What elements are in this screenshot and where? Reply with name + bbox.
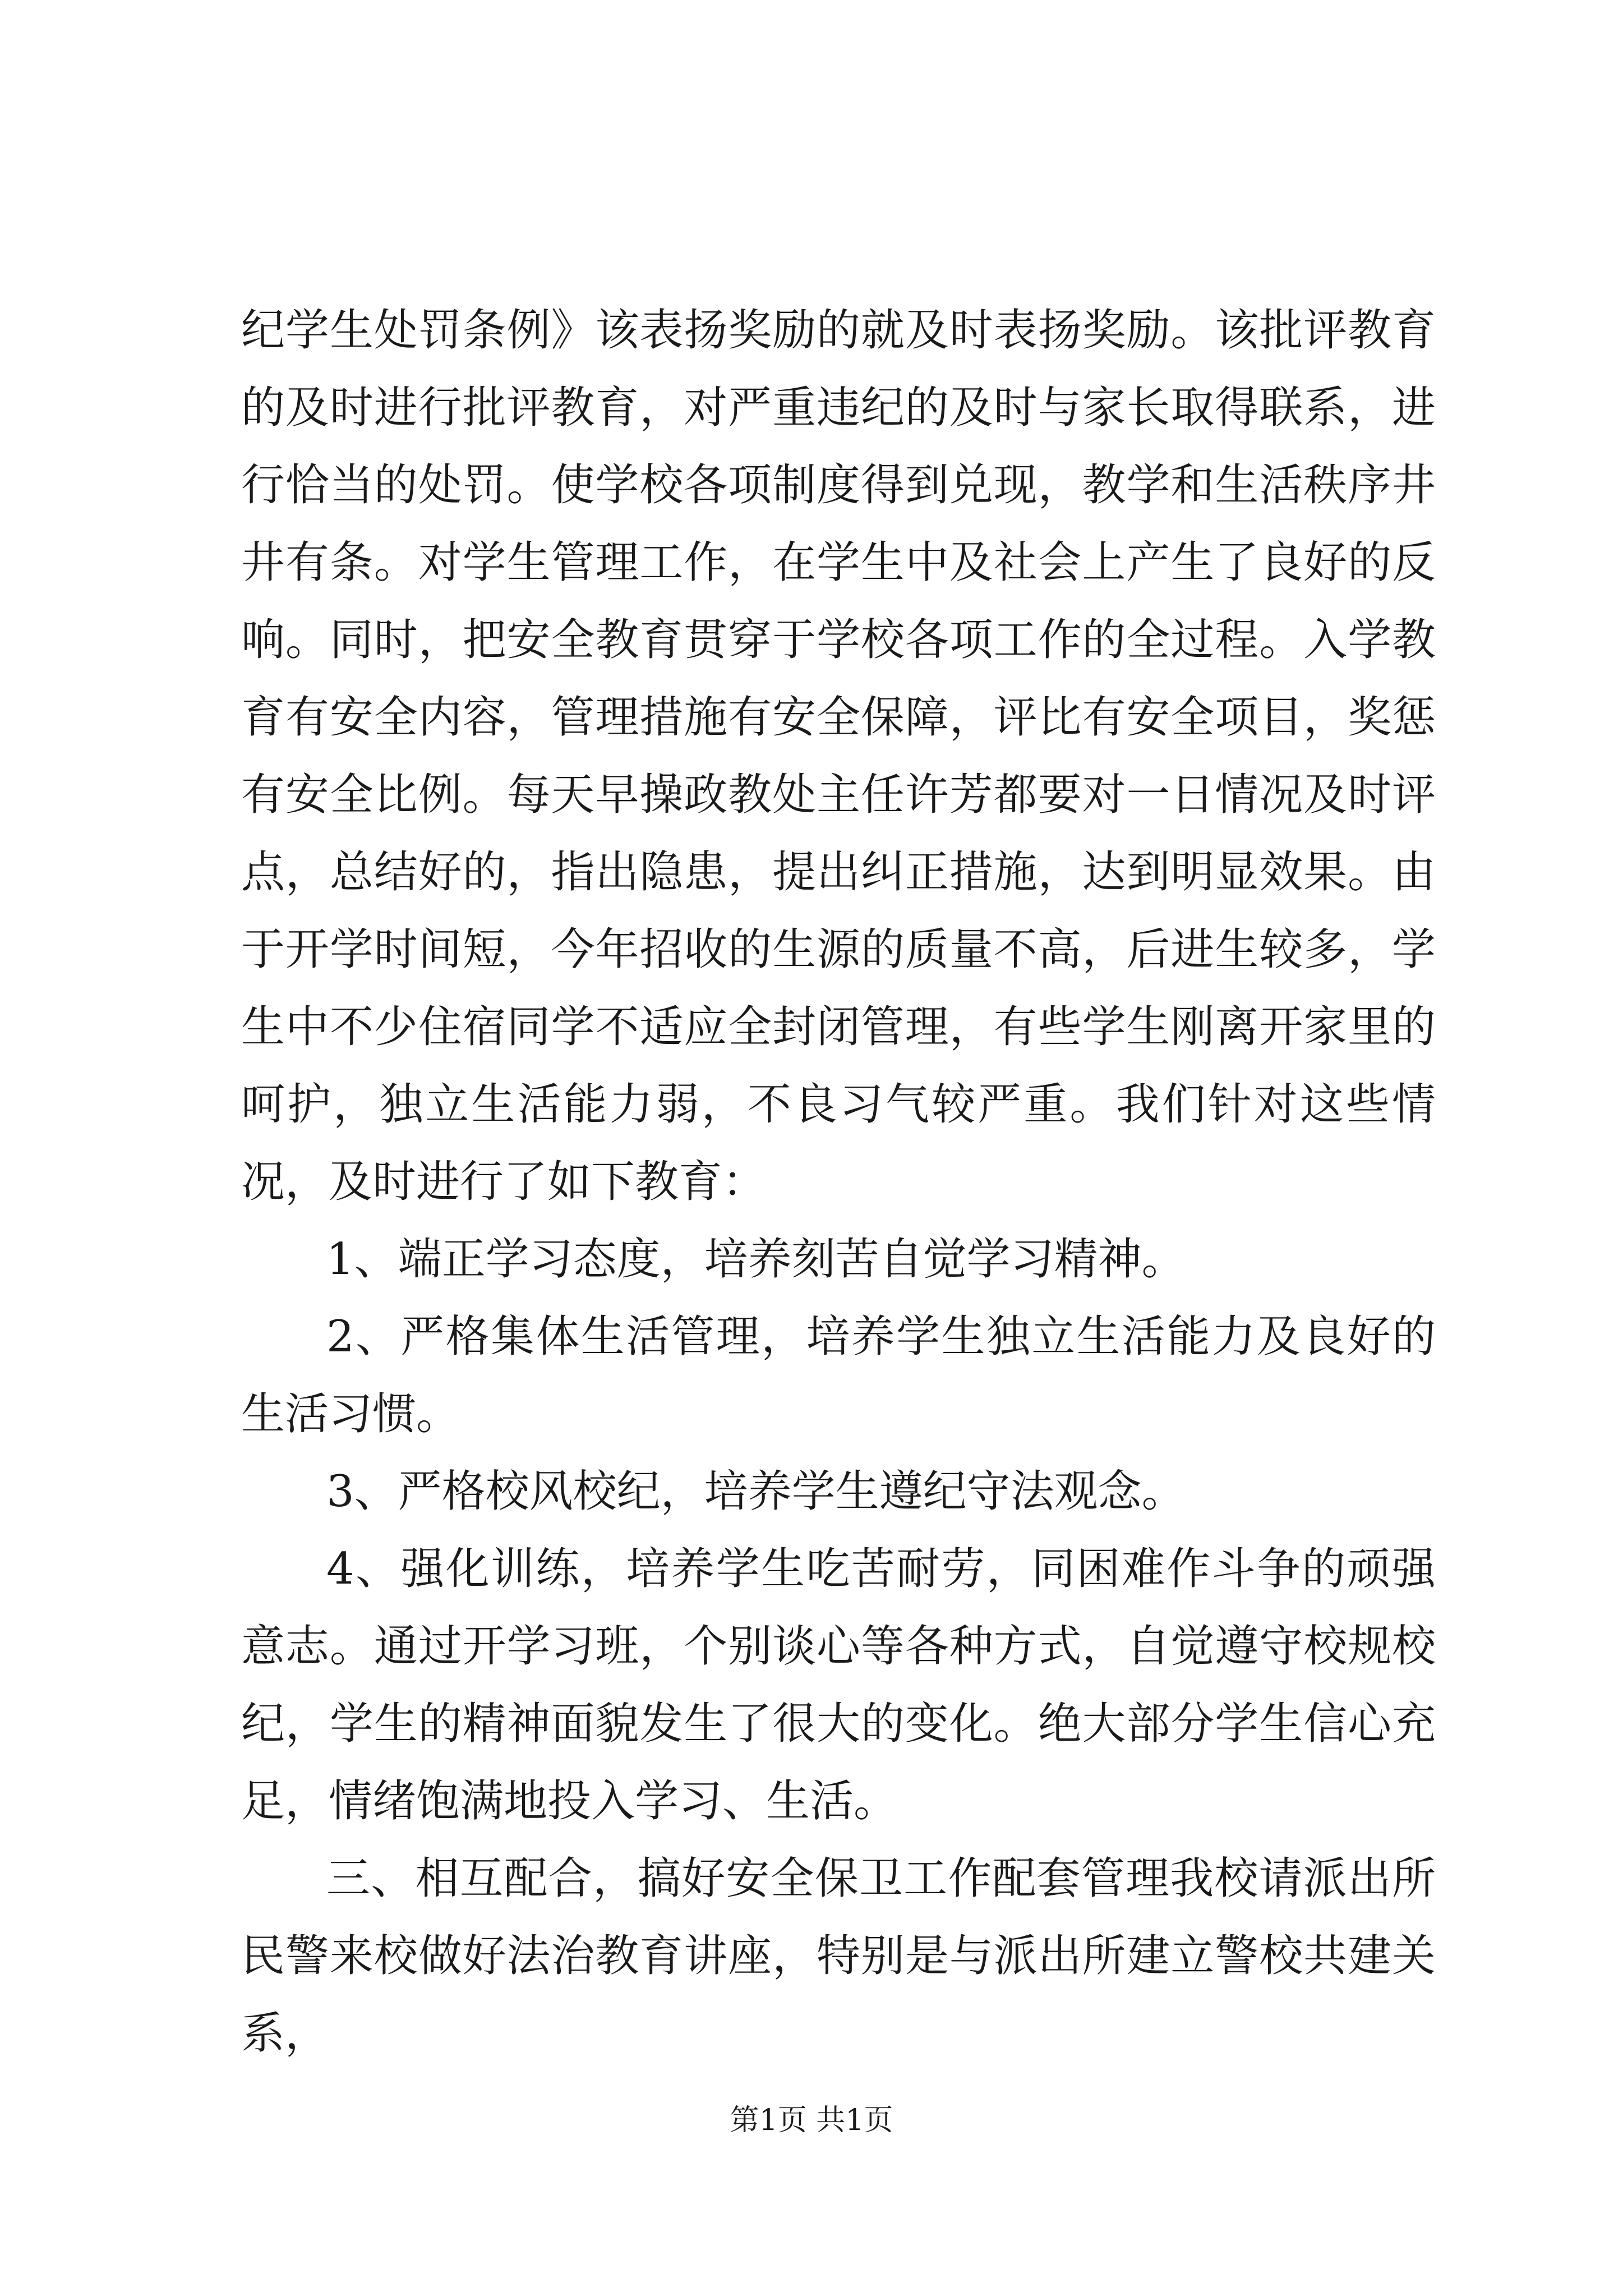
paragraph-continuation: 纪学生处罚条例》该表扬奖励的就及时表扬奖励。该批评教育的及时进行批评教育，对严重违纪的及时与家长取得联系，进行恰当的处罚。使学校各项制度得到兑现，教学和生活秩序井井有条。对学生管理工作，在学生中及社会上产生了良好的反响。同时，把安全教育贯穿于学校各项工作的全过程。入学教育有安全内容，管理措施有安全保障，评比有安全项目，奖惩有安全比例。每天早操政教处主任许芳都要对一日情况及时评点，总结好的，指出隐患，提出纠正措施，达到明显效果。由于开学时间短，今年招收的生源的质量不高，后进生较多，学生中不少住宿同学不适应全封闭管理，有些学生刚离开家里的呵护，独立生活能力弱，不良习气较严重。我们针对这些情况，及时进行了如下教育：: [241, 305, 1436, 1207]
section-three-paragraph: 三、相互配合，搞好安全保卫工作配套管理我校请派出所民警来校做好法治教育讲座，特别是与派出所建立警校共建关系，: [241, 1853, 1436, 2059]
list-item-4: 4、强化训练，培养学生吃苦耐劳，同困难作斗争的顽强意志。通过开学习班，个别谈心等各种方式，自觉遵守校规校纪，学生的精神面貌发生了很大的变化。绝大部分学生信心充足，情绪饱满地投入学习、生活。: [241, 1544, 1436, 1826]
page-footer: 第1页 共1页: [730, 2104, 893, 2137]
list-item-1: 1、端正学习态度，培养刻苦自觉学习精神。: [326, 1234, 1186, 1285]
list-item-3: 3、严格校风校纪，培养学生遵纪守法观念。: [326, 1466, 1186, 1517]
document-body: [241, 292, 1436, 2072]
list-item-2: 2、严格集体生活管理，培养学生独立生活能力及良好的生活习惯。: [241, 1312, 1436, 1439]
